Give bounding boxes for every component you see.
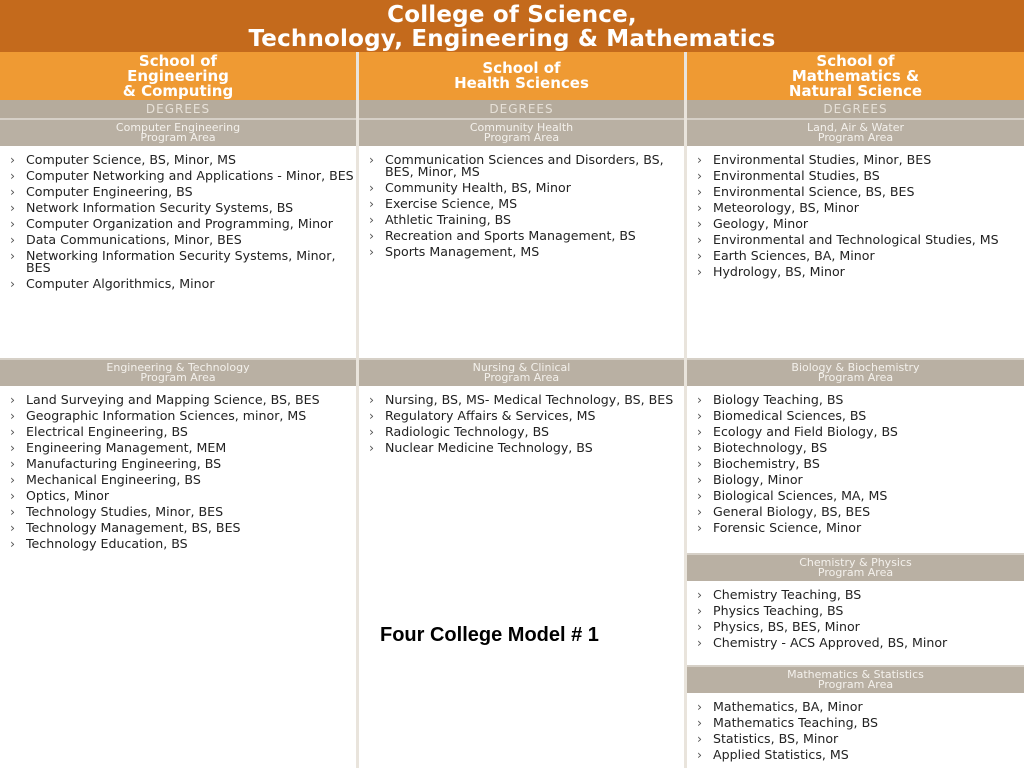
degree-list xyxy=(359,146,684,358)
school-name-line: Engineering xyxy=(127,66,229,85)
degree-item: › Forensic Science, Minor xyxy=(687,522,1024,534)
degree-item: › Environmental and Technological Studies, MS xyxy=(687,234,1024,246)
degree-item: › Earth Sciences, BA, Minor xyxy=(687,250,1024,262)
degree-item: › Biochemistry, BS xyxy=(687,458,1024,470)
degree-item: › Biology, Minor xyxy=(687,474,1024,486)
degrees-label: DEGREES xyxy=(359,100,684,118)
degree-item: › Optics, Minor xyxy=(0,490,356,502)
degree-item: › Mathematics, BA, Minor xyxy=(687,701,1024,713)
program-area-header xyxy=(687,118,1024,146)
degree-item: › Meteorology, BS, Minor xyxy=(687,202,1024,214)
program-area-header xyxy=(687,358,1024,386)
degree-item: › Mathematics Teaching, BS xyxy=(687,717,1024,729)
program-area-suffix: Program Area xyxy=(140,371,216,384)
program-area-header xyxy=(359,358,684,386)
degree-item: › Environmental Studies, Minor, BES xyxy=(687,154,1024,166)
degree-item: › Chemistry Teaching, BS xyxy=(687,589,1024,601)
program-area-name: Land, Air & Water xyxy=(806,121,904,134)
degree-item: › Land Surveying and Mapping Science, BS, BES xyxy=(0,394,356,406)
degree-item: › Applied Statistics, MS xyxy=(687,749,1024,761)
degree-item: › Manufacturing Engineering, BS xyxy=(0,458,356,470)
degree-item: › Communication Sciences and Disorders, BS, BES, Minor, MS xyxy=(359,154,684,178)
program-area-name: Community Health xyxy=(469,121,574,134)
degree-item: › Mechanical Engineering, BS xyxy=(0,474,356,486)
title-line-2: Technology, Engineering & Mathematics xyxy=(248,26,776,52)
degree-item: › Networking Information Security Systems, Minor, BES xyxy=(0,250,356,274)
school-name-line: & Computing xyxy=(122,81,234,100)
program-area-suffix: Program Area xyxy=(140,131,216,144)
degree-list xyxy=(0,146,356,358)
school-column-engineering xyxy=(0,52,356,768)
program-area-suffix: Program Area xyxy=(817,131,894,144)
degree-item: › Exercise Science, MS xyxy=(359,198,684,210)
program-area-header xyxy=(0,358,356,386)
degree-item: › Data Communications, Minor, BES xyxy=(0,234,356,246)
degree-item: › General Biology, BS, BES xyxy=(687,506,1024,518)
degree-list xyxy=(687,386,1024,553)
school-header xyxy=(359,52,684,100)
degree-item: › Computer Algorithmics, Minor xyxy=(0,278,356,290)
degree-item: › Technology Studies, Minor, BES xyxy=(0,506,356,518)
degree-item: › Computer Engineering, BS xyxy=(0,186,356,198)
school-name-line: School of xyxy=(138,51,218,70)
degree-item: › Biomedical Sciences, BS xyxy=(687,410,1024,422)
degree-item: › Technology Education, BS xyxy=(0,538,356,550)
degree-item: › Nuclear Medicine Technology, BS xyxy=(359,442,684,454)
program-area-name: Chemistry & Physics xyxy=(799,556,912,569)
degree-item: › Geographic Information Sciences, minor, MS xyxy=(0,410,356,422)
program-area-header xyxy=(359,118,684,146)
degree-item: › Electrical Engineering, BS xyxy=(0,426,356,438)
degree-item: › Hydrology, BS, Minor xyxy=(687,266,1024,278)
school-header xyxy=(0,52,356,100)
school-name-line: School of xyxy=(816,51,895,70)
degree-item: › Chemistry - ACS Approved, BS, Minor xyxy=(687,637,1024,649)
program-area-name: Biology & Biochemistry xyxy=(791,361,920,374)
degree-item: › Computer Organization and Programming, Minor xyxy=(0,218,356,230)
degree-item: › Biological Sciences, MA, MS xyxy=(687,490,1024,502)
degree-list xyxy=(359,386,684,454)
school-header xyxy=(687,52,1024,100)
degree-item: › Radiologic Technology, BS xyxy=(359,426,684,438)
degree-item: › Physics Teaching, BS xyxy=(687,605,1024,617)
degree-item: › Computer Science, BS, Minor, MS xyxy=(0,154,356,166)
degree-item: › Regulatory Affairs & Services, MS xyxy=(359,410,684,422)
degree-item: › Ecology and Field Biology, BS xyxy=(687,426,1024,438)
program-area-header xyxy=(687,553,1024,581)
program-area-suffix: Program Area xyxy=(817,678,894,691)
school-name-line: Natural Science xyxy=(788,81,923,100)
degree-item: › Nursing, BS, MS- Medical Technology, BS, BES xyxy=(359,394,684,406)
school-name-line: School of xyxy=(482,59,561,77)
degree-item: › Community Health, BS, Minor xyxy=(359,182,684,194)
degree-item: › Environmental Studies, BS xyxy=(687,170,1024,182)
program-area-header xyxy=(687,665,1024,693)
school-name-line: Mathematics & xyxy=(791,66,920,85)
program-area-suffix: Program Area xyxy=(483,371,560,384)
degree-item: › Computer Networking and Applications - Minor, BES xyxy=(0,170,356,182)
page-title xyxy=(0,0,1024,52)
program-area-suffix: Program Area xyxy=(817,371,894,384)
program-area-name: Nursing & Clinical xyxy=(472,361,571,374)
degree-list xyxy=(687,693,1024,761)
degree-item: › Physics, BS, BES, Minor xyxy=(687,621,1024,633)
school-column-health xyxy=(359,52,684,768)
degree-item: › Environmental Science, BS, BES xyxy=(687,186,1024,198)
caption: Four College Model # 1 xyxy=(380,624,599,646)
program-area-suffix: Program Area xyxy=(483,131,560,144)
degree-item: › Statistics, BS, Minor xyxy=(687,733,1024,745)
degree-list xyxy=(687,581,1024,665)
degree-item: › Network Information Security Systems, BS xyxy=(0,202,356,214)
degree-item: › Biotechnology, BS xyxy=(687,442,1024,454)
program-area-name: Computer Engineering xyxy=(115,121,241,134)
degrees-label: DEGREES xyxy=(0,100,356,118)
degree-list xyxy=(0,386,356,550)
degree-item: › Athletic Training, BS xyxy=(359,214,684,226)
degree-item: › Geology, Minor xyxy=(687,218,1024,230)
school-column-mathematics xyxy=(687,52,1024,768)
program-area-name: Mathematics & Statistics xyxy=(787,668,924,681)
degree-list xyxy=(687,146,1024,358)
school-name-line: Health Sciences xyxy=(454,74,589,92)
program-area-name: Engineering & Technology xyxy=(106,361,250,374)
title-line-1: College of Science, xyxy=(387,2,637,28)
degree-item: › Sports Management, MS xyxy=(359,246,684,258)
program-area-suffix: Program Area xyxy=(817,566,894,579)
degrees-label: DEGREES xyxy=(687,100,1024,118)
degree-item: › Recreation and Sports Management, BS xyxy=(359,230,684,242)
degree-item: › Biology Teaching, BS xyxy=(687,394,1024,406)
degree-item: › Technology Management, BS, BES xyxy=(0,522,356,534)
degree-item: › Engineering Management, MEM xyxy=(0,442,356,454)
program-area-header xyxy=(0,118,356,146)
